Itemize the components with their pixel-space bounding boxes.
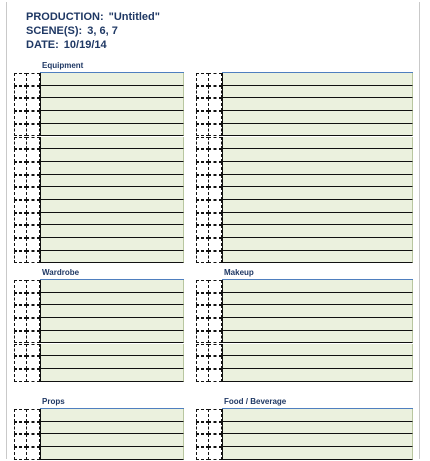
item-field[interactable] <box>222 293 413 306</box>
item-field[interactable] <box>222 238 413 251</box>
checkbox-cell[interactable] <box>208 149 222 162</box>
item-field[interactable] <box>222 422 413 435</box>
checkbox-cell[interactable] <box>208 137 222 150</box>
checkbox-cell[interactable] <box>26 225 40 238</box>
date-label: DATE: <box>26 39 59 51</box>
checkbox-cell[interactable] <box>208 280 222 293</box>
checkbox-cell[interactable] <box>208 238 222 251</box>
item-field[interactable] <box>40 344 184 357</box>
item-field[interactable] <box>40 369 184 382</box>
scenes-value[interactable]: 3, 6, 7 <box>87 25 118 37</box>
checkbox-cell[interactable] <box>26 111 40 124</box>
checkbox-cell[interactable] <box>26 187 40 200</box>
checkbox-cell[interactable] <box>26 369 40 382</box>
item-field[interactable] <box>40 238 184 251</box>
date-row <box>26 38 160 52</box>
item-field[interactable] <box>40 225 184 238</box>
checkbox-cell[interactable] <box>208 124 222 137</box>
item-field[interactable] <box>40 331 184 344</box>
item-field[interactable] <box>40 86 184 99</box>
item-field[interactable] <box>222 162 413 175</box>
checkbox-cell[interactable] <box>26 305 40 318</box>
item-field[interactable] <box>222 137 413 150</box>
checkbox-cell[interactable] <box>208 447 222 460</box>
item-field[interactable] <box>40 162 184 175</box>
item-field[interactable] <box>222 434 413 447</box>
item-field[interactable] <box>222 251 413 264</box>
checkbox-cell[interactable] <box>26 251 40 264</box>
checkbox-cell[interactable] <box>208 162 222 175</box>
checkbox-cell[interactable] <box>26 293 40 306</box>
checkbox-cell[interactable] <box>26 137 40 150</box>
checkbox-cell[interactable] <box>26 318 40 331</box>
item-field[interactable] <box>40 422 184 435</box>
checkbox-cell[interactable] <box>208 409 222 422</box>
checkbox-cell[interactable] <box>208 86 222 99</box>
item-field[interactable] <box>222 200 413 213</box>
item-field[interactable] <box>40 447 184 460</box>
checkbox-cell[interactable] <box>26 73 40 86</box>
item-field[interactable] <box>40 111 184 124</box>
checkbox-cell[interactable] <box>26 200 40 213</box>
checkbox-cell[interactable] <box>208 175 222 188</box>
checkbox-cell[interactable] <box>208 187 222 200</box>
item-field[interactable] <box>40 175 184 188</box>
checkbox-cell[interactable] <box>208 293 222 306</box>
checkbox-cell[interactable] <box>26 344 40 357</box>
item-field[interactable] <box>222 187 413 200</box>
item-field[interactable] <box>222 124 413 137</box>
item-field[interactable] <box>222 318 413 331</box>
checkbox-cell[interactable] <box>208 369 222 382</box>
item-field[interactable] <box>40 213 184 226</box>
section-title: Food / Beverage <box>224 397 287 406</box>
item-field[interactable] <box>222 331 413 344</box>
checkbox-cell[interactable] <box>26 238 40 251</box>
checkbox-cell[interactable] <box>26 175 40 188</box>
scenes-row <box>26 24 160 38</box>
item-field[interactable] <box>222 305 413 318</box>
item-field[interactable] <box>222 111 413 124</box>
item-field[interactable] <box>40 409 184 422</box>
item-field[interactable] <box>40 124 184 137</box>
checkbox-cell[interactable] <box>26 86 40 99</box>
production-row <box>26 10 160 24</box>
item-field[interactable] <box>40 73 184 86</box>
checkbox-cell[interactable] <box>26 409 40 422</box>
checkbox-cell[interactable] <box>208 225 222 238</box>
checkbox-cell[interactable] <box>208 98 222 111</box>
checkbox-cell[interactable] <box>26 356 40 369</box>
checkbox-cell[interactable] <box>208 318 222 331</box>
item-field[interactable] <box>222 344 413 357</box>
checkbox-cell[interactable] <box>208 356 222 369</box>
item-field[interactable] <box>222 356 413 369</box>
checkbox-cell[interactable] <box>208 213 222 226</box>
item-field[interactable] <box>40 293 184 306</box>
checkbox-cell[interactable] <box>26 434 40 447</box>
item-field[interactable] <box>222 149 413 162</box>
checkbox-cell[interactable] <box>208 422 222 435</box>
scenes-label: SCENE(S): <box>26 25 83 37</box>
section-title: Makeup <box>224 268 254 277</box>
section-title: Equipment <box>42 61 84 70</box>
checkbox-cell[interactable] <box>26 280 40 293</box>
item-field[interactable] <box>222 280 413 293</box>
item-field[interactable] <box>40 305 184 318</box>
item-field[interactable] <box>40 200 184 213</box>
item-field[interactable] <box>40 98 184 111</box>
item-field[interactable] <box>222 447 413 460</box>
item-field[interactable] <box>222 86 413 99</box>
checkbox-cell[interactable] <box>208 331 222 344</box>
item-field[interactable] <box>40 434 184 447</box>
checkbox-cell[interactable] <box>26 162 40 175</box>
item-field[interactable] <box>222 369 413 382</box>
checkbox-cell[interactable] <box>208 73 222 86</box>
section-title: Props <box>42 397 65 406</box>
checkbox-cell[interactable] <box>26 124 40 137</box>
item-field[interactable] <box>222 409 413 422</box>
item-field[interactable] <box>40 356 184 369</box>
item-field[interactable] <box>222 98 413 111</box>
checkbox-cell[interactable] <box>208 344 222 357</box>
checkbox-cell[interactable] <box>208 251 222 264</box>
production-value[interactable]: "Untitled" <box>108 11 160 23</box>
production-label: PRODUCTION: <box>26 11 104 23</box>
item-field[interactable] <box>40 137 184 150</box>
item-field[interactable] <box>222 73 413 86</box>
checkbox-cell[interactable] <box>26 447 40 460</box>
item-field[interactable] <box>40 280 184 293</box>
checkbox-cell[interactable] <box>208 111 222 124</box>
checkbox-cell[interactable] <box>208 305 222 318</box>
item-field[interactable] <box>40 149 184 162</box>
item-field[interactable] <box>222 213 413 226</box>
checkbox-cell[interactable] <box>208 200 222 213</box>
date-value[interactable]: 10/19/14 <box>63 39 107 51</box>
checkbox-cell[interactable] <box>26 331 40 344</box>
checkbox-cell[interactable] <box>26 422 40 435</box>
checkbox-cell[interactable] <box>26 98 40 111</box>
item-field[interactable] <box>40 187 184 200</box>
item-field[interactable] <box>40 318 184 331</box>
item-field[interactable] <box>40 251 184 264</box>
checkbox-cell[interactable] <box>208 434 222 447</box>
checkbox-cell[interactable] <box>26 149 40 162</box>
production-header <box>26 10 160 52</box>
section-title: Wardrobe <box>42 268 80 277</box>
item-field[interactable] <box>222 225 413 238</box>
checkbox-cell[interactable] <box>26 213 40 226</box>
item-field[interactable] <box>222 175 413 188</box>
